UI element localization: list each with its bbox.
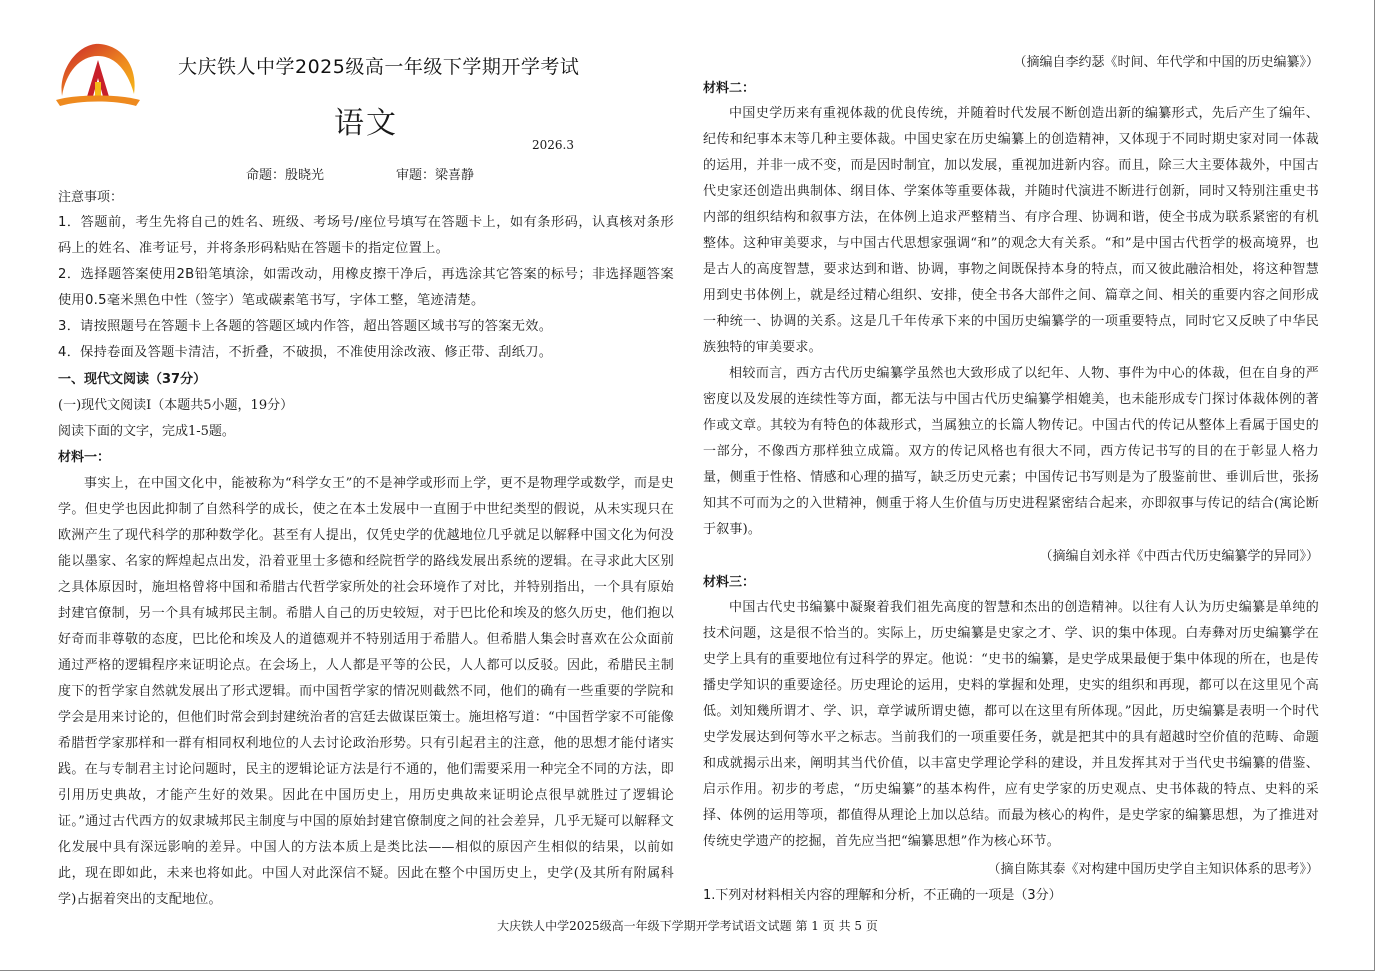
notice-item: 4．保持卷面及答题卡清洁，不折叠，不破损，不准使用涂改液、修正带、刮纸刀。 xyxy=(58,345,553,360)
page-footer: 大庆铁人中学2025级高一年级下学期开学考试语文试题 第 1 页 共 5 页 xyxy=(497,919,878,933)
material2-source: （摘编自刘永祥《中西古代历史编纂学的异同》） xyxy=(1039,549,1319,564)
setter: 命题：殷晓光 xyxy=(246,168,325,183)
school-exam-title: 大庆铁人中学2025级高一年级下学期开学考试 xyxy=(178,56,580,78)
material3-paragraph: 中国古代史书编纂中凝聚着我们祖先高度的智慧和杰出的创造精神。以往有人认为历史编纂是单纯的技术问题，这是很不恰当的。实际上，历史编纂是史家之才、学、识的集中体现。白寿彝对历史编纂学在史学上具有的重要地位有过科学的界定。他说：“史书的编纂，是史学成果最便于集中体现的所在，也是传播史学知识的重要途径。历史理论的运用，史料的掌握和处理，史实的组织和再现，都可以在这里见个高低。刘知幾所谓才、学、识，章学诚所谓史德，都可以在这里有所体现。”因此，历史编纂是表明一个时代史学发展达到何等水平之标志。当前我们的一项重要任务，就是把其中的具有超越时空价值的范畴、命题和成就揭示出来，阐明其当代价值，以丰富史学理论学科的建设，并且发挥其对于当代史书编纂的借鉴、启示作用。初步的考虑，“历史编纂”的基本构件，应有史学家的历史观点、史书体裁的特点、史料的采择、体例的运用等项，都值得从理论上加以总结。而最为核心的构件，是史学家的编纂思想，为了推进对传统史学遗产的挖掘，首先应当把“编纂思想”作为核心环节。 xyxy=(703,600,1319,849)
exam-date: 2026.3 xyxy=(532,138,574,152)
question-1: 1.下列对材料相关内容的理解和分析，不正确的一项是（3分） xyxy=(703,888,1062,903)
material1-source: （摘编自李约瑟《时间、年代学和中国的历史编纂》） xyxy=(1013,55,1319,70)
reading-instruction: 阅读下面的文字，完成1-5题。 xyxy=(58,424,235,439)
section-heading: 一、现代文阅读（37分） xyxy=(58,372,207,387)
material1-body xyxy=(58,471,674,913)
material2-paragraph-1: 中国史学历来有重视体裁的优良传统，并随着时代发展不断创造出新的编纂形式，先后产生了编年、纪传和纪事本末等几种主要体裁。中国史家在历史编纂上的创造精神，又体现于不同时期史家对同一体裁的运用，并非一成不变，而是因时制宜，加以发展，重视加进新内容。而且，除三大主要体裁外，中国古代史家还创造出典制体、纲目体、学案体等重要体裁，并随时代演进不断进行创新，同时又特别注重史书内部的组织结构和叙事方法，在体例上追求严整精当、有序合理、协调和谐，使全书成为联系紧密的有机整体。这种审美要求，与中国古代思想家强调“和”的观念大有关系。“和”是中国古代哲学的极高境界，也是古人的高度智慧，要求达到和谐、协调，事物之间既保持本身的特点，而又彼此融洽相处，将这种智慧用到史书体例上，就是经过精心组织、安排，使全书各大部件之间、篇章之间、相关的重要内容之间形成一种统一、协调的关系。这是几千年传承下来的中国历史编纂学的一项重要特点，同时它又反映了中华民族独特的审美要求。 xyxy=(703,106,1319,355)
material1-heading: 材料一： xyxy=(58,450,111,465)
notice-list xyxy=(58,210,674,366)
notice-item: 1．答题前，考生先将自己的姓名、班级、考场号/座位号填写在答题卡上，如有条形码，认真核对条形码上的姓名、准考证号，并将条形码粘贴在答题卡的指定位置上。 xyxy=(58,215,674,256)
notice-item: 3．请按照题号在答题卡上各题的答题区域内作答，超出答题区域书写的答案无效。 xyxy=(58,319,553,334)
school-logo xyxy=(52,38,144,112)
material3-source: （摘自陈其泰《对构建中国历史学自主知识体系的思考》） xyxy=(987,862,1319,877)
material2-heading: 材料二： xyxy=(703,81,756,96)
material2-paragraph-2: 相较而言，西方古代历史编纂学虽然也大致形成了以纪年、人物、事件为中心的体裁，但在自身的严密度以及发展的连续性等方面，都无法与中国古代历史编纂学相媲美，也未能形成专门探讨体裁体例的著作或文章。其较为有特色的体裁形式，当属独立的长篇人物传记。中国古代的传记从整体上看属于国史的一部分，不像西方那样独立成篇。双方的传记风格也有很大不同，西方传记书写的目的在于彰显人格力量，侧重于性格、情感和心理的描写，缺乏历史元素；中国传记书写则是为了殷鉴前世、垂训后世，张扬知其不可而为之的入世精神，侧重于将人生价值与历史进程紧密结合起来，亦即叙事与传记的结合(寓论断于叙事)。 xyxy=(703,366,1319,537)
section-subheading: (一)现代文阅读Ⅰ（本题共5小题，19分） xyxy=(58,398,294,413)
reviewer: 审题：梁喜静 xyxy=(396,168,475,183)
notice-heading: 注意事项： xyxy=(58,190,124,205)
subject-title: 语文 xyxy=(334,106,398,141)
material1-paragraph: 事实上，在中国文化中，能被称为“科学女王”的不是神学或形而上学，更不是物理学或数学，而是史学。但史学也因此抑制了自然科学的成长，使之在本土发展中一直囿于中世纪类型的假说，从未实现只在欧洲产生了现代科学的那种数学化。甚至有人提出，仅凭史学的优越地位几乎就足以解释中国文化为何没能以墨家、名家的辉煌起点出发，沿着亚里士多德和经院哲学的路线发展出系统的逻辑。在寻求此大区别之具体原因时，施坦格曾将中国和希腊古代哲学家所处的社会环境作了对比，并特别指出，一个具有原始封建官僚制，另一个具有城邦民主制。希腊人自己的历史较短，对于巴比伦和埃及的悠久历史，他们抱以好奇而非尊敬的态度，巴比伦和埃及人的道德观并不特别适用于希腊人。但希腊人集会时喜欢在公众面前通过严格的逻辑程序来证明论点。在会场上，人人都是平等的公民，人人都可以反驳。因此，希腊民主制度下的哲学家自然就发展出了形式逻辑。而中国哲学家的情况则截然不同，他们的确有一些重要的学院和学会是用来讨论的，但他们时常会到封建统治者的宫廷去做谋臣策士。施坦格写道：“中国哲学家不可能像希腊哲学家那样和一群有相同权利地位的人去讨论政治形势。只有引起君主的注意，他的思想才能付诸实践。在与专制君主讨论问题时，民主的逻辑论证方法是行不通的，他们需要采用一种完全不同的方法，即引用历史典故，才能产生好的效果。因此在中国历史上，用历史典故来证明论点很早就胜过了逻辑论证。”通过古代西方的奴隶城邦民主制度与中国的原始封建官僚制度之间的社会差异，几乎无疑可以解释文化发展中具有深远影响的差异。中国人的方法本质上是类比法——相似的原因产生相似的结果，以前如此，现在即如此，未来也将如此。中国人对此深信不疑。因此在整个中国历史上，史学(及其所有附属科学)占据着突出的支配地位。 xyxy=(58,476,674,907)
material3-heading: 材料三： xyxy=(703,575,756,590)
material3-body xyxy=(703,595,1319,855)
authors-line xyxy=(246,164,546,183)
material2-body xyxy=(703,101,1319,543)
notice-item: 2．选择题答案使用2B铅笔填涂，如需改动，用橡皮擦干净后，再选涂其它答案的标号；非选择题答案使用0.5毫米黑色中性（签字）笔或碳素笔书写，字体工整，笔迹清楚。 xyxy=(58,267,674,308)
